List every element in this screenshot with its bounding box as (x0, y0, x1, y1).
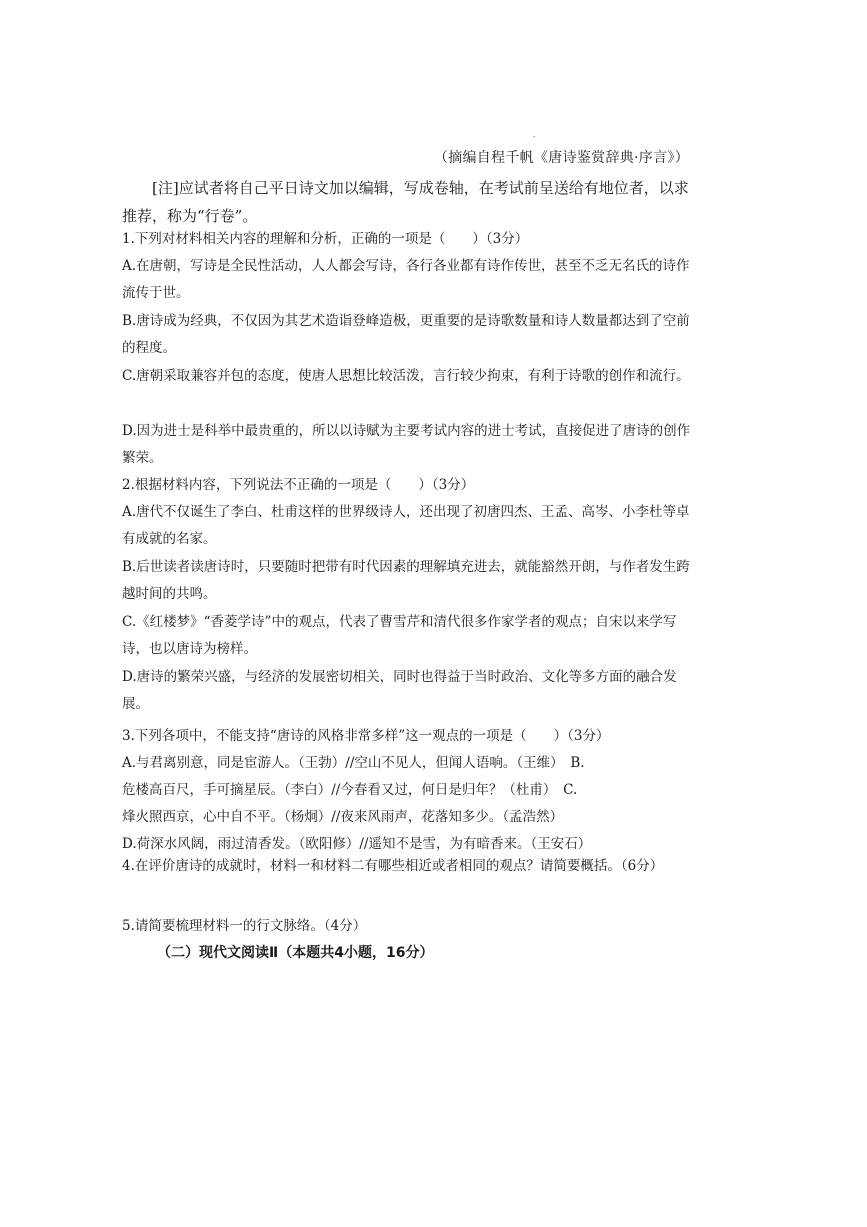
question-5: 5.请简要梳理材料一的行文脉络。（4分） (122, 918, 367, 934)
question-2-option-a: A.唐代不仅诞生了李白、杜甫这样的世界级诗人，还出现了初唐四杰、王孟、高岑、小李杜等卓有成就的名家。 (122, 504, 690, 547)
page-dot: . (533, 130, 536, 139)
question-3-line-3: 烽火照西京，心中自不平。（杨炯）//夜来风雨声，花落知多少。（孟浩然） (122, 809, 564, 825)
question-1-option-d: D.因为进士是科举中最贵重的，所以以诗赋为主要考试内容的进士考试，直接促进了唐诗的创作繁荣。 (122, 423, 691, 466)
question-2-option-d: D.唐诗的繁荣兴盛，与经济的发展密切相关，同时也得益于当时政治、文化等多方面的融合发展。 (122, 669, 677, 712)
question-3-line-2: 危楼高百尺，手可摘星辰。（李白）//今春看又过，何日是归年？（杜甫） C. (122, 782, 578, 798)
section-title: （二）现代文阅读Ⅱ（本题共4小题，16分） (157, 945, 434, 961)
question-1-option-b: B.唐诗成为经典，不仅因为其艺术造诣登峰造极，更重要的是诗歌数量和诗人数量都达到了空前的程度。 (122, 313, 690, 356)
source-citation: （摘编自程千帆《唐诗鉴赏辞典·序言》） (433, 150, 689, 166)
question-2-stem: 2.根据材料内容，下列说法不正确的一项是（ ）（3分） (122, 477, 475, 493)
annotation-note (122, 174, 692, 230)
question-1-option-c: C.唐朝采取兼容并包的态度，使唐人思想比较活泼，言行较少拘束，有利于诗歌的创作和流行。 (122, 368, 690, 384)
question-3-line-4: D.荷深水风阔，雨过清香发。（欧阳修）//遥知不是雪，为有暗香来。（王安石） (122, 836, 592, 852)
question-3-line-1: A.与君离别意，同是宦游人。（王勃）//空山不见人，但闻人语响。（王维） B. (122, 755, 585, 771)
question-2-option-b: B.后世读者读唐诗时，只要随时把带有时代因素的理解填充进去，就能豁然开朗，与作者发生跨越时间的共鸣。 (122, 559, 690, 602)
question-1-option-a: A.在唐朝，写诗是全民性活动，人人都会写诗，各行各业都有诗作传世，甚至不乏无名氏的诗作流传于世。 (122, 258, 690, 301)
question-2-option-c: C.《红楼梦》“香菱学诗”中的观点，代表了曹雪芹和清代很多作家学者的观点；自宋以来学写诗，也以唐诗为榜样。 (122, 614, 677, 657)
annotation-text: [注]应试者将自己平日诗文加以编辑，写成卷轴，在考试前呈送给有地位者，以求推荐，称为“行卷”。 (122, 179, 689, 225)
question-4: 4.在评价唐诗的成就时，材料一和材料二有哪些相近或者相同的观点？请简要概括。（6分） (122, 858, 664, 874)
question-3-stem: 3.下列各项中，不能支持“唐诗的风格非常多样”这一观点的一项是（ ）（3分） (122, 728, 610, 744)
question-1-stem: 1.下列对材料相关内容的理解和分析，正确的一项是（ ）（3分） (122, 231, 529, 247)
